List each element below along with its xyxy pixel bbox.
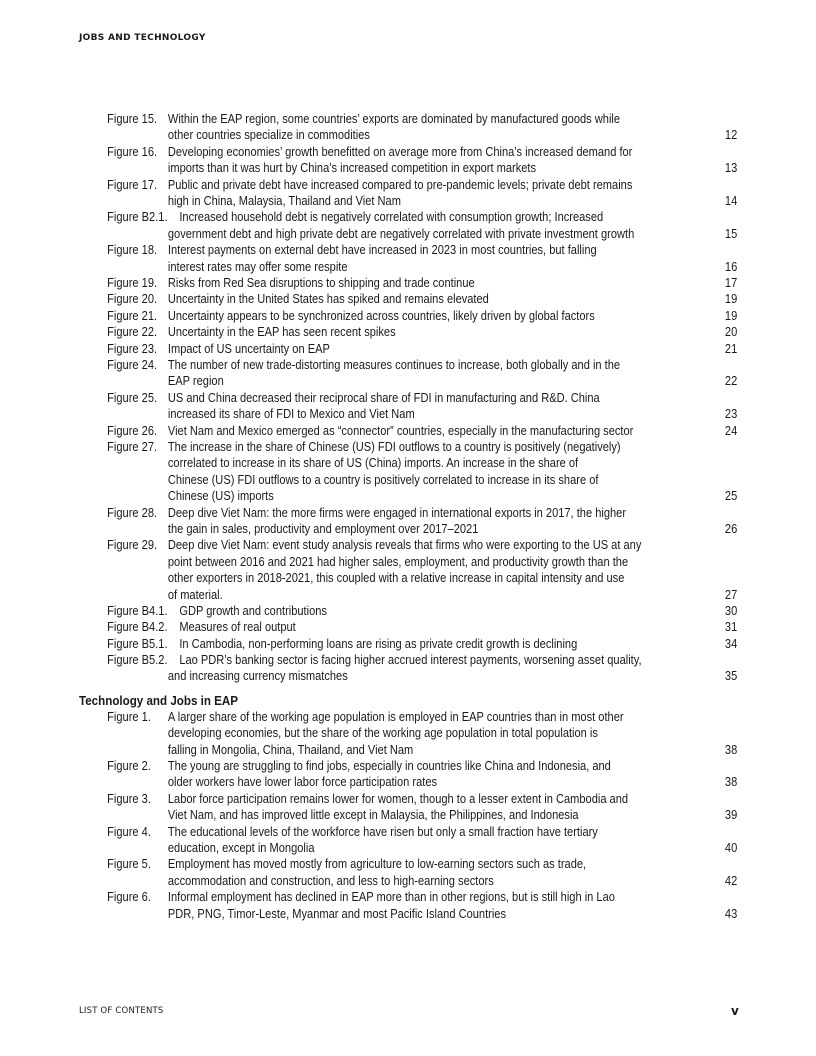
figure-label: Figure B5.2. bbox=[107, 653, 168, 668]
figure-title-line: of material. bbox=[167, 587, 223, 602]
figure-title-line: Lao PDR’s banking sector is facing higher accrued interest payments, worsening asset quality, bbox=[179, 653, 642, 668]
toc-entry[interactable] bbox=[79, 758, 739, 791]
figure-title-line: interest rates may offer some respite bbox=[167, 259, 348, 274]
toc-entry[interactable] bbox=[79, 308, 739, 324]
figure-label: Figure 27. bbox=[107, 439, 158, 454]
figure-title-line: Impact of US uncertainty on EAP bbox=[167, 341, 330, 356]
figure-label: Figure 6. bbox=[107, 890, 151, 905]
page-ref: 34 bbox=[724, 636, 738, 651]
page-ref: 39 bbox=[724, 808, 738, 823]
page-ref: 12 bbox=[724, 128, 738, 143]
figure-title-line: Increased household debt is negatively correlated with consumption growth; Increased bbox=[179, 210, 604, 225]
figure-title-line: Within the EAP region, some countries’ exports are dominated by manufactured goods while bbox=[167, 112, 621, 126]
figure-title-line: older workers have lower labor force participation rates bbox=[167, 775, 438, 790]
figure-title-line: In Cambodia, non-performing loans are rising as private credit growth is declining bbox=[179, 636, 578, 651]
figure-title-line: accommodation and construction, and less to high-earning sectors bbox=[167, 873, 494, 888]
page-ref: 26 bbox=[724, 521, 738, 536]
figure-label: Figure B4.1. bbox=[107, 603, 168, 618]
figure-label: Figure 19. bbox=[107, 275, 158, 290]
figure-title-line: Deep dive Viet Nam: event study analysis reveals that firms who were exporting to the US at any bbox=[167, 538, 642, 553]
toc-entry[interactable] bbox=[79, 357, 739, 390]
page-ref: 23 bbox=[724, 407, 738, 422]
toc-entry[interactable] bbox=[79, 275, 739, 291]
figure-title-line: high in China, Malaysia, Thailand and Viet Nam bbox=[167, 194, 401, 208]
figure-label: Figure 2. bbox=[107, 759, 151, 774]
figure-title-line: Developing economies’ growth benefitted on average more from China’s increased demand for bbox=[167, 144, 633, 159]
figure-label: Figure 20. bbox=[107, 292, 158, 307]
page-ref: 20 bbox=[724, 325, 738, 340]
figure-title-line: A larger share of the working age population is employed in EAP countries than in most other bbox=[167, 709, 624, 724]
figure-title-line: the gain in sales, productivity and employment over 2017–2021 bbox=[167, 521, 479, 536]
figure-title-line: developing economies, but the share of the working age population in total population is bbox=[167, 726, 598, 741]
page-number: v bbox=[731, 1004, 739, 1018]
toc-entry[interactable] bbox=[79, 824, 739, 857]
page-ref: 40 bbox=[724, 841, 738, 856]
figure-title-line: Chinese (US) FDI outflows to a country is positively correlated to increase in its share of bbox=[167, 472, 599, 487]
footer-label: LIST OF CONTENTS bbox=[79, 1006, 164, 1016]
figure-label: Figure 28. bbox=[107, 505, 158, 520]
figure-title-line: Employment has moved mostly from agriculture to low-earning sectors such as trade, bbox=[167, 857, 587, 872]
toc-entry[interactable] bbox=[79, 505, 739, 538]
figure-title-line: The increase in the share of Chinese (US) FDI outflows to a country is positively (negatively) bbox=[167, 439, 621, 454]
page-ref: 13 bbox=[724, 161, 738, 176]
toc-entry[interactable] bbox=[79, 390, 739, 423]
toc-entry[interactable] bbox=[79, 144, 739, 177]
figure-title-line: Viet Nam and Mexico emerged as “connector” countries, especially in the manufacturing sector bbox=[167, 423, 634, 438]
figure-list-part1 bbox=[79, 111, 739, 685]
page-ref: 24 bbox=[724, 423, 738, 438]
figure-title-line: education, except in Mongolia bbox=[167, 841, 315, 856]
toc-entry[interactable] bbox=[79, 242, 739, 275]
figure-title-line: Uncertainty in the United States has spiked and remains elevated bbox=[167, 292, 489, 307]
page-ref: 22 bbox=[724, 374, 738, 389]
figure-title-line: Uncertainty in the EAP has seen recent spikes bbox=[167, 325, 396, 340]
page-ref: 43 bbox=[724, 906, 738, 921]
page-ref: 30 bbox=[724, 603, 738, 618]
figure-title-line: falling in Mongolia, China, Thailand, and Viet Nam bbox=[167, 742, 414, 757]
page-ref: 19 bbox=[724, 308, 738, 323]
toc-entry[interactable] bbox=[79, 636, 739, 652]
figure-title-line: GDP growth and contributions bbox=[179, 603, 327, 618]
figure-label: Figure 4. bbox=[107, 824, 151, 839]
figure-title-line: The number of new trade-distorting measures continues to increase, both globally and in the bbox=[167, 357, 621, 372]
figure-label: Figure 15. bbox=[107, 112, 158, 126]
figure-label: Figure B5.1. bbox=[107, 636, 168, 651]
figure-title-line: US and China decreased their reciprocal share of FDI in manufacturing and R&D. China bbox=[167, 390, 600, 405]
figure-title-line: EAP region bbox=[167, 374, 224, 389]
figure-title-line: Uncertainty appears to be synchronized across countries, likely driven by global factors bbox=[167, 308, 595, 323]
figure-label: Figure 29. bbox=[107, 538, 158, 553]
toc-entry[interactable] bbox=[79, 709, 739, 758]
figure-label: Figure 22. bbox=[107, 325, 158, 340]
page-ref: 25 bbox=[724, 489, 738, 504]
figure-title-line: increased its share of FDI to Mexico and Viet Nam bbox=[167, 407, 415, 422]
figure-title-line: Chinese (US) imports bbox=[167, 489, 274, 504]
page-ref: 21 bbox=[724, 341, 738, 356]
figure-title-line: Deep dive Viet Nam: the more firms were engaged in international exports in 2017, the higher bbox=[167, 505, 627, 520]
page-ref: 17 bbox=[724, 275, 738, 290]
figure-title-line: other countries specialize in commodities bbox=[167, 128, 370, 143]
figure-list-part2 bbox=[79, 709, 739, 922]
figure-title-line: imports than it was hurt by China’s increased competition in export markets bbox=[167, 161, 537, 176]
page-ref: 15 bbox=[724, 226, 738, 241]
figure-title-line: government debt and high private debt are negatively correlated with private investment growth bbox=[167, 226, 635, 241]
figure-label: Figure 26. bbox=[107, 423, 158, 438]
figure-title-line: Risks from Red Sea disruptions to shipping and trade continue bbox=[167, 275, 475, 290]
toc-entry[interactable] bbox=[79, 889, 739, 922]
figure-title-line: The young are struggling to find jobs, especially in countries like China and Indonesia, and bbox=[167, 759, 611, 774]
toc-entry[interactable] bbox=[79, 439, 739, 505]
figure-label: Figure 16. bbox=[107, 144, 158, 159]
toc-entry[interactable] bbox=[79, 603, 739, 619]
figure-title-line: correlated to increase in its share of US (China) imports. An increase in the share of bbox=[167, 456, 579, 471]
figure-label: Figure 25. bbox=[107, 390, 158, 405]
page-ref: 38 bbox=[724, 775, 738, 790]
toc-entry[interactable] bbox=[79, 791, 739, 824]
figure-label: Figure 5. bbox=[107, 857, 151, 872]
toc-entry[interactable] bbox=[79, 324, 739, 340]
page-ref: 35 bbox=[724, 669, 738, 684]
figure-title-line: and increasing currency mismatches bbox=[167, 669, 348, 684]
figure-label: Figure B4.2. bbox=[107, 620, 168, 635]
toc-entry[interactable] bbox=[79, 652, 739, 685]
table-of-figures bbox=[79, 111, 739, 922]
toc-entry[interactable] bbox=[79, 619, 739, 635]
figure-title-line: Informal employment has declined in EAP more than in other regions, but is still high in Lao bbox=[167, 890, 615, 905]
figure-title-line: PDR, PNG, Timor-Leste, Myanmar and most Pacific Island Countries bbox=[167, 906, 507, 921]
figure-title-line: The educational levels of the workforce have risen but only a small fraction have tertiary bbox=[167, 824, 598, 839]
figure-label: Figure 23. bbox=[107, 341, 158, 356]
page-ref: 27 bbox=[724, 587, 738, 602]
toc-entry[interactable] bbox=[79, 291, 739, 307]
figure-title-line: Measures of real output bbox=[179, 620, 296, 635]
figure-label: Figure 3. bbox=[107, 791, 151, 806]
figure-label: Figure 1. bbox=[107, 709, 151, 724]
section-heading: Technology and Jobs in EAP bbox=[79, 692, 239, 708]
page-ref: 31 bbox=[724, 620, 738, 635]
page-ref: 14 bbox=[724, 193, 738, 208]
toc-entry[interactable] bbox=[79, 856, 739, 889]
figure-title-line: other exporters in 2018-2021, this coupled with a relative increase in capital intensity and use bbox=[167, 571, 625, 586]
figure-label: Figure 21. bbox=[107, 308, 158, 323]
figure-title-line: Interest payments on external debt have increased in 2023 in most countries, but falling bbox=[167, 243, 597, 258]
page-ref: 16 bbox=[724, 259, 738, 274]
page-ref: 38 bbox=[724, 742, 738, 757]
toc-entry[interactable] bbox=[79, 111, 739, 144]
figure-title-line: Viet Nam, and has improved little except in Malaysia, the Philippines, and Indonesia bbox=[167, 808, 579, 823]
figure-title-line: Public and private debt have increased compared to pre-pandemic levels; private debt remains bbox=[167, 177, 633, 192]
running-head: JOBS AND TECHNOLOGY bbox=[79, 33, 206, 43]
figure-label: Figure B2.1. bbox=[107, 210, 168, 225]
toc-entry[interactable] bbox=[79, 423, 739, 439]
page-ref: 19 bbox=[724, 292, 738, 307]
toc-entry[interactable] bbox=[79, 209, 739, 242]
toc-entry[interactable] bbox=[79, 537, 739, 603]
toc-entry[interactable] bbox=[79, 341, 739, 357]
figure-label: Figure 17. bbox=[107, 177, 158, 192]
figure-label: Figure 18. bbox=[107, 243, 158, 258]
figure-title-line: point between 2016 and 2021 had higher sales, employment, and productivity growth than the bbox=[167, 554, 629, 569]
page-ref: 42 bbox=[724, 873, 738, 888]
figure-label: Figure 24. bbox=[107, 357, 158, 372]
figure-title-line: Labor force participation remains lower for women, though to a lesser extent in Cambodia and bbox=[167, 791, 629, 806]
toc-entry[interactable] bbox=[79, 177, 739, 210]
